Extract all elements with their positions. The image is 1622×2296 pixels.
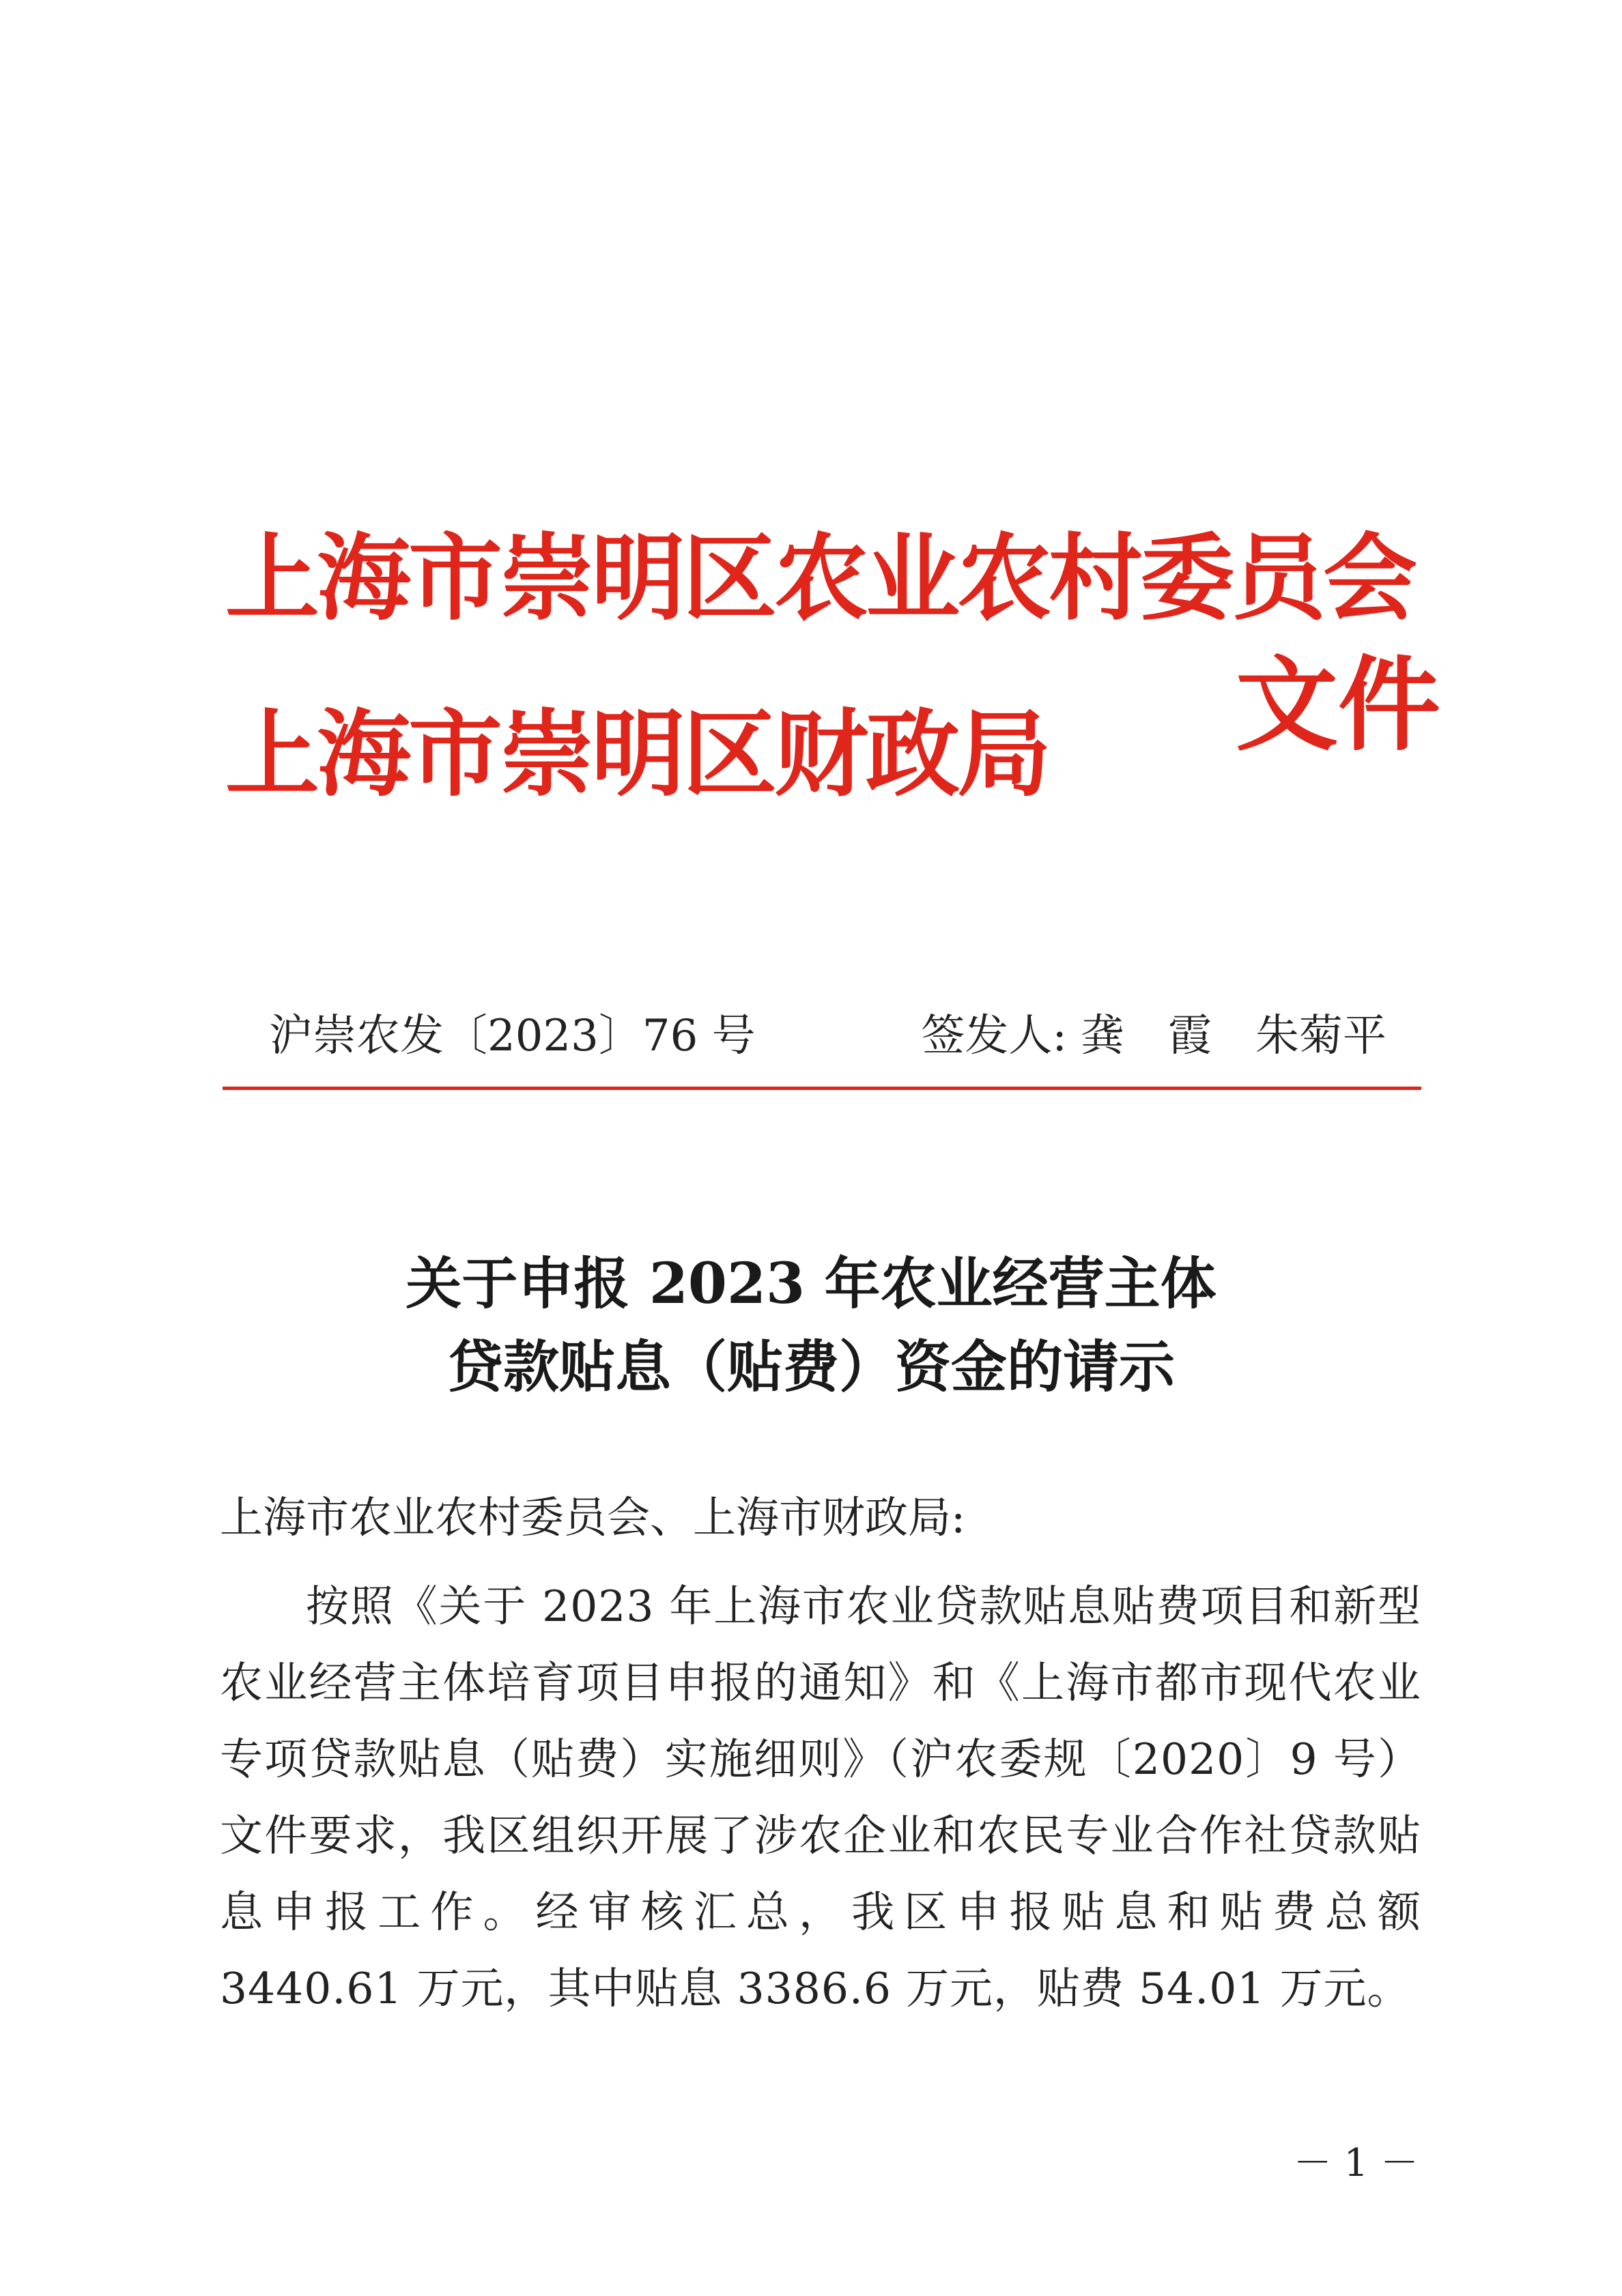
document-number: 沪崇农发〔2023〕76 号 [269,1011,756,1061]
issuer-line-finance-bureau: 上海市崇明区财政局 [225,698,1049,809]
document-type-label: 文件 [1236,645,1441,765]
document-title-line-2: 贷款贴息（贴费）资金的请示 [446,1334,1175,1400]
document-title-line-1: 关于申报 2023 年农业经营主体 [406,1251,1216,1317]
signer-names: 龚 霞 朱菊平 [1081,1011,1386,1061]
issuer-line-agriculture-committee: 上海市崇明区农业农村委员会 [225,522,1415,633]
red-divider-line [223,1087,1421,1090]
signer-block [921,1011,1386,1061]
body-paragraph: 按照《关于 2023 年上海市农业贷款贴息贴费项目和新型农业经营主体培育项目申报的通知》和《上海市都市现代农业专项贷款贴息（贴费）实施细则》（沪农委规〔2020〕9 号）文件要求，我区组织开展了涉农企业和农民专业合作社贷款贴息申报工作。经审核汇总，我区申报贴息和贴费总额 3440.61 万元，其中贴息 3386.6 万元，贴费 54.01 万元。 [220,1581,1421,2013]
salutation: 上海市农业农村委员会、上海市财政局: [220,1493,966,1542]
signer-label: 签发人: [921,1011,1067,1061]
page-number: － 1 － [1293,2141,1419,2185]
